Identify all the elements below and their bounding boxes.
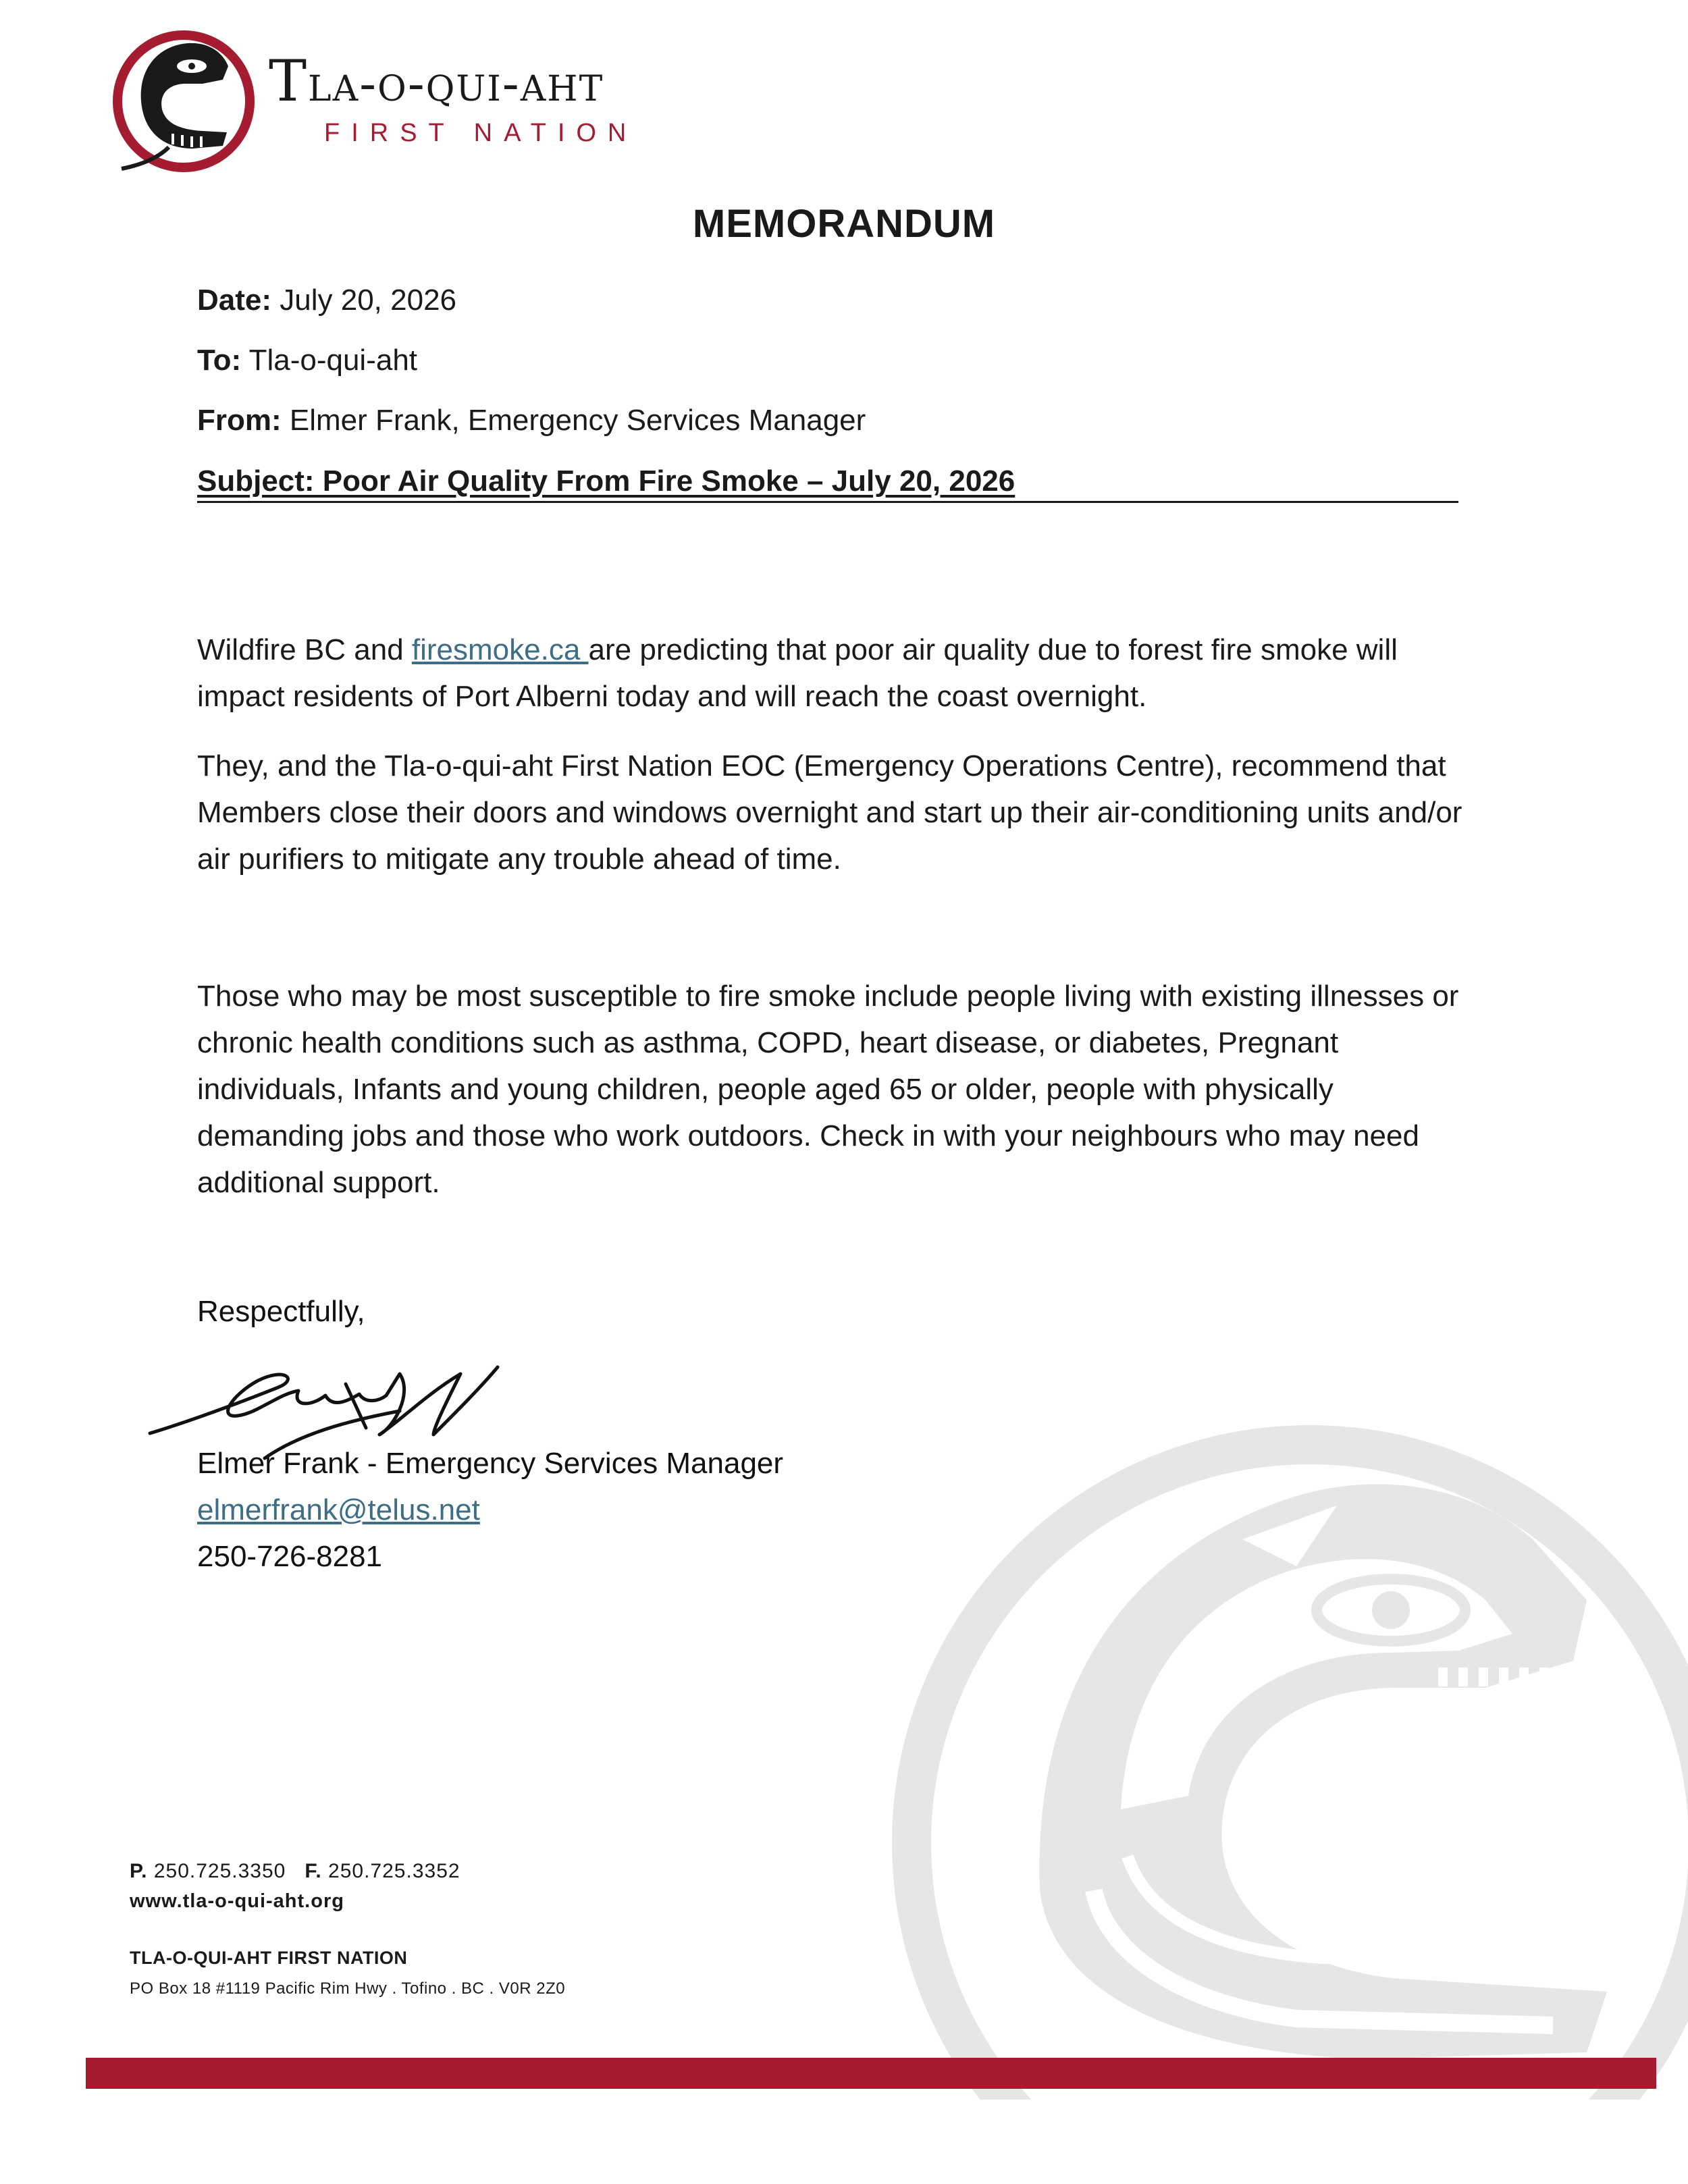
signer-name-title: Elmer Frank - Emergency Services Manager	[197, 1447, 784, 1480]
closing-text: Respectfully,	[197, 1295, 365, 1328]
footer-address: PO Box 18 #1119 Pacific Rim Hwy . Tofino . BC . V0R 2Z0	[130, 1979, 566, 1998]
footer-accent-bar	[86, 2058, 1656, 2089]
footer-org-name: TLA-O-QUI-AHT FIRST NATION	[130, 1948, 408, 1968]
handwritten-signature	[143, 1354, 508, 1462]
date-value: July 20, 2026	[280, 284, 457, 317]
body-paragraph-1	[197, 627, 1480, 720]
footer-phone-fax: P. 250.725.3350 F. 250.725.3352	[130, 1860, 460, 1882]
memo-date	[197, 284, 456, 317]
memo-subject: Subject: Poor Air Quality From Fire Smoke – July 20, 2026	[197, 464, 1458, 503]
date-label: Date:	[197, 284, 272, 317]
signer-email-link[interactable]	[197, 1493, 480, 1527]
org-subtitle: FIRST NATION	[324, 119, 638, 147]
from-label: From:	[197, 404, 282, 437]
from-value: Elmer Frank, Emergency Services Manager	[289, 404, 866, 437]
memo-from	[197, 404, 866, 437]
watermark-emblem	[810, 1283, 1688, 2100]
to-value: Tla-o-qui-aht	[248, 344, 418, 377]
firesmoke-link[interactable]: firesmoke.ca	[411, 633, 589, 666]
to-label: To:	[197, 344, 242, 377]
signer-phone: 250-726-8281	[197, 1540, 383, 1573]
footer-website: www.tla-o-qui-aht.org	[130, 1890, 344, 1912]
email-link[interactable]: elmerfrank@telus.net	[197, 1493, 480, 1526]
memo-title: MEMORANDUM	[692, 202, 996, 246]
body-paragraph-3: Those who may be most susceptible to fire smoke include people living with existing illnesses or chronic health conditions such as asthma, COPD, heart disease, or diabetes, Pregnant individuals, Infants and young children, people aged 65 or older, people with physically demanding jobs and those who work outdoors. Check in with your neighbours who may need additional support.	[197, 980, 1459, 1199]
p1-text-start: Wildfire BC and	[197, 633, 412, 666]
memo-to	[197, 344, 417, 377]
serpent-logo-icon	[108, 26, 258, 182]
body-paragraph-2: They, and the Tla-o-qui-aht First Nation EOC (Emergency Operations Centre), recommend that Members close their doors and windows overnight and start up their air-conditioning units and/or air purifiers to mitigate any trouble ahead of time.	[197, 749, 1462, 876]
org-name-logotype: Tla-o-qui-aht	[269, 48, 604, 114]
p1-text-end: are predicting that poor air quality due to forest fire smoke will impact residents of Port Alberni today and will reach the coast overnight.	[197, 633, 1398, 713]
